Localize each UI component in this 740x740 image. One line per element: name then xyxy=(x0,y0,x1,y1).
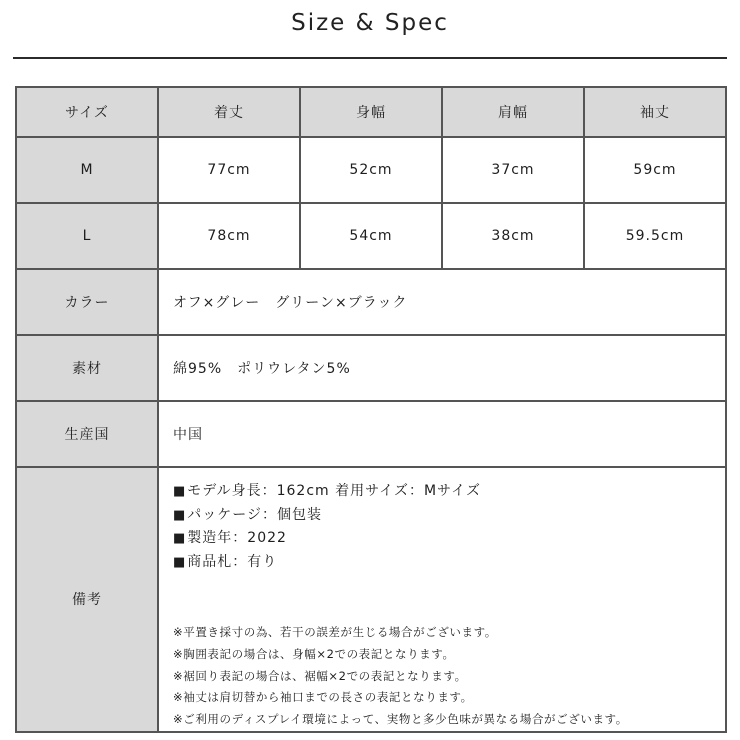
color-row xyxy=(16,269,726,335)
note-year: 製造年：2022 xyxy=(187,530,287,546)
remarks-list xyxy=(173,622,725,731)
remark-hem: ※裾回り表記の場合は、裾幅×2での表記となります。 xyxy=(173,668,467,683)
note-model-height: モデル身長：162cm 着用サイズ：Mサイズ xyxy=(187,483,481,499)
notes-label: 備考 xyxy=(16,467,158,732)
size-label-l: L xyxy=(16,203,158,269)
size-header-row xyxy=(16,87,726,137)
bullet-square-icon: ■ xyxy=(173,484,187,499)
note-bullet xyxy=(173,504,725,528)
cell-m-shoulder-width: 37cm xyxy=(442,137,584,203)
header-shoulder-width: 肩幅 xyxy=(442,87,584,137)
cell-l-body-width: 54cm xyxy=(300,203,442,269)
header-length: 着丈 xyxy=(158,87,300,137)
size-row-m xyxy=(16,137,726,203)
size-row-l xyxy=(16,203,726,269)
material-row xyxy=(16,335,726,401)
notes-content xyxy=(158,467,726,732)
note-package: パッケージ：個包装 xyxy=(187,506,323,523)
cell-l-length: 78cm xyxy=(158,203,300,269)
remark-chest: ※胸囲表記の場合は、身幅×2での表記となります。 xyxy=(173,646,455,661)
note-bullet xyxy=(173,527,725,551)
note-tag: 商品札：有り xyxy=(187,553,278,570)
material-label: 素材 xyxy=(16,335,158,401)
title-divider xyxy=(13,57,727,59)
origin-label: 生産国 xyxy=(16,401,158,467)
origin-row xyxy=(16,401,726,467)
bullet-square-icon: ■ xyxy=(173,554,187,570)
color-label: カラー xyxy=(16,269,158,335)
notes-row xyxy=(16,467,726,732)
note-bullet xyxy=(173,551,725,575)
header-size: サイズ xyxy=(16,87,158,137)
bullet-square-icon: ■ xyxy=(173,531,187,546)
cell-l-shoulder-width: 38cm xyxy=(442,203,584,269)
bullet-square-icon: ■ xyxy=(173,507,187,523)
remark-display-color: ※ご利用のディスプレイ環境によって、実物と多少色味が異なる場合がございます。 xyxy=(173,712,628,727)
remark-sleeve: ※袖丈は肩切替から袖口までの長さの表記となります。 xyxy=(173,690,473,705)
page-title: Size & Spec xyxy=(291,10,449,36)
remark-measurement: ※平置き採寸の為、若干の誤差が生じる場合がございます。 xyxy=(173,625,497,639)
header-body-width: 身幅 xyxy=(300,87,442,137)
color-value: オフ×グレー グリーン×ブラック xyxy=(158,269,726,335)
origin-value: 中国 xyxy=(158,401,726,467)
material-value: 綿95% ポリウレタン5% xyxy=(158,335,726,401)
cell-m-length: 77cm xyxy=(158,137,300,203)
size-label-m: M xyxy=(16,137,158,203)
cell-m-body-width: 52cm xyxy=(300,137,442,203)
header-sleeve-length: 袖丈 xyxy=(584,87,726,137)
spec-table xyxy=(15,86,727,733)
cell-l-sleeve-length: 59.5cm xyxy=(584,203,726,269)
cell-m-sleeve-length: 59cm xyxy=(584,137,726,203)
note-bullet xyxy=(173,480,725,504)
